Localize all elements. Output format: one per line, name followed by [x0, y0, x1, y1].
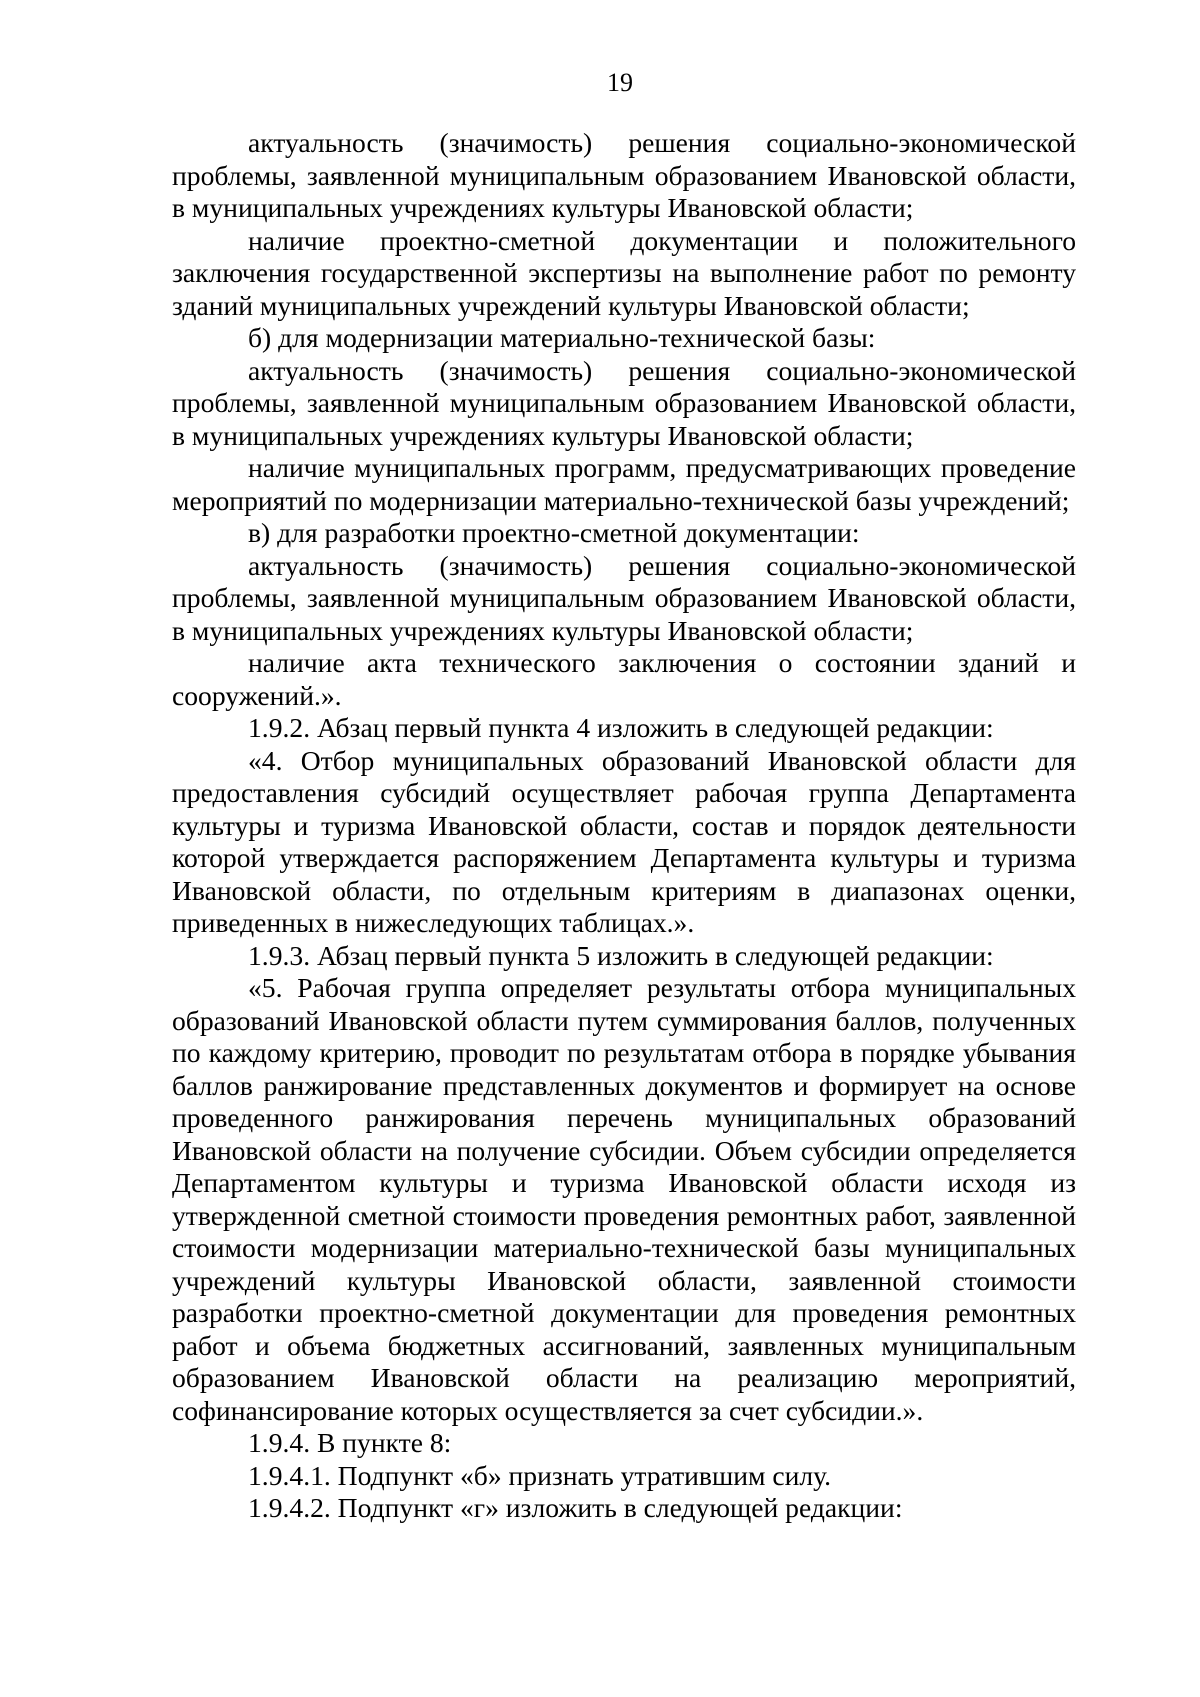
paragraph: актуальность (значимость) решения социально-экономической проблемы, заявленной муниципальным образованием Ивановской области, в муниципальных учреждениях культуры Ивановской области; — [172, 354, 1076, 451]
paragraph: 1.9.3. Абзац первый пункта 5 изложить в следующей редакции: — [248, 939, 994, 971]
paragraph: 1.9.4.1. Подпункт «б» признать утратившим силу. — [248, 1459, 832, 1491]
paragraph: актуальность (значимость) решения социально-экономической проблемы, заявленной муниципальным образованием Ивановской области, в муниципальных учреждениях культуры Ивановской области; — [172, 127, 1076, 223]
paragraph: наличие акта технического заключения о состоянии зданий и сооружений.». — [172, 647, 1076, 711]
document-body — [172, 127, 1076, 1525]
paragraph: 1.9.4. В пункте 8: — [248, 1427, 452, 1458]
paragraph: «4. Отбор муниципальных образований Ивановской области для предоставления субсидий осуществляет рабочая группа Департамента культуры и туризма Ивановской области, состав и порядок деятельности которой утверждается распоряжением Департамента культуры и туризма Ивановской области, по отдельным критериям в диапазонах оценки, приведенных в нижеследующих таблицах.». — [172, 744, 1076, 938]
paragraph: в) для разработки проектно-сметной документации: — [248, 517, 860, 548]
paragraph: «5. Рабочая группа определяет результаты отбора муниципальных образований Ивановской области путем суммирования баллов, полученных по каждому критерию, проводит по результатам отбора в порядке убывания баллов ранжирование представленных документов и формирует на основе проведенного ранжирования перечень муниципальных образований Ивановской области на получение субсидии. Объем субсидии определяется Департаментом культуры и туризма Ивановской области исходя из утвержденной сметной стоимости проведения ремонтных работ, заявленной стоимости модернизации материально-технической базы муниципальных учреждений культуры Ивановской области, заявленной стоимости разработки проектно-сметной документации для проведения ремонтных работ и объема бюджетных ассигнований, заявленных муниципальным образованием Ивановской области на реализацию мероприятий, софинансирование которых осуществляется за счет субсидии.». — [172, 972, 1076, 1426]
paragraph: 1.9.2. Абзац первый пункта 4 изложить в следующей редакции: — [248, 712, 994, 743]
page-number: 19 — [607, 68, 633, 97]
paragraph: актуальность (значимость) решения социально-экономической проблемы, заявленной муниципальным образованием Ивановской области, в муниципальных учреждениях культуры Ивановской области; — [172, 549, 1076, 646]
paragraph: наличие проектно-сметной документации и положительного заключения государственной экспертизы на выполнение работ по ремонту зданий муниципальных учреждений культуры Ивановской области; — [172, 224, 1076, 321]
paragraph: наличие муниципальных программ, предусматривающих проведение мероприятий по модернизации материально-технической базы учреждений; — [172, 452, 1076, 516]
paragraph: 1.9.4.2. Подпункт «г» изложить в следующей редакции: — [248, 1492, 903, 1523]
paragraph: б) для модернизации материально-технической базы: — [248, 322, 876, 353]
